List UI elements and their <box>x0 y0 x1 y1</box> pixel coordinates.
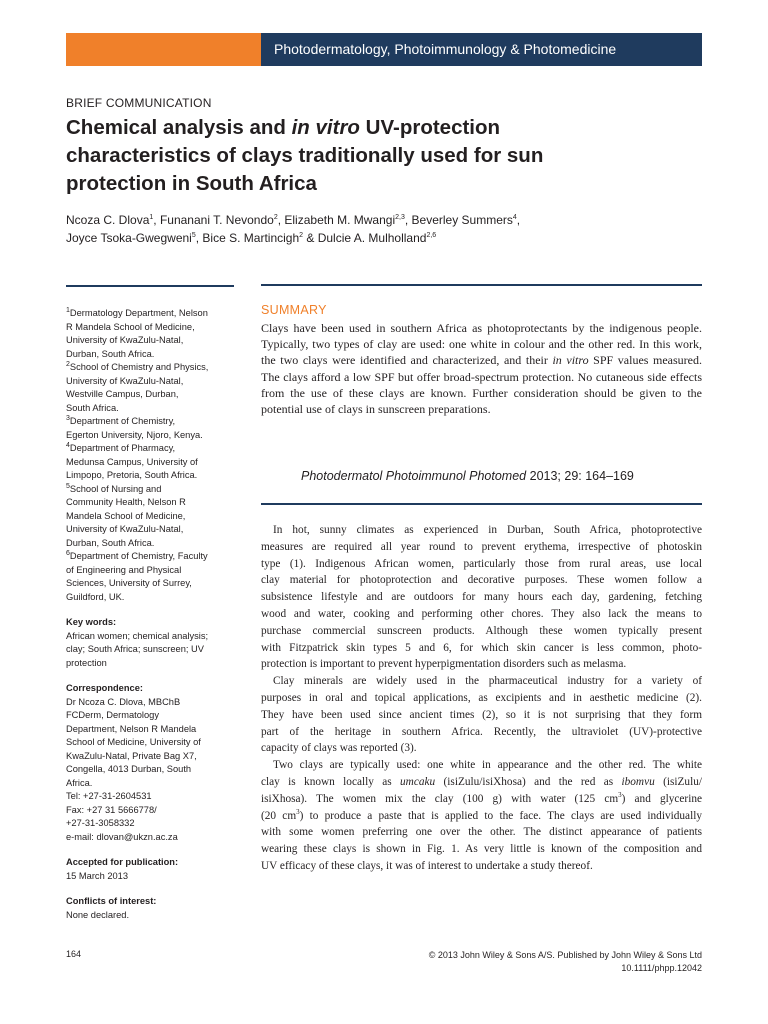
affiliation-line: Community Health, Nelson R <box>66 497 186 507</box>
affiliations <box>66 307 242 604</box>
body-line: clay is known locally as umcaku (isiZulu/isiXhosa) and the red as ibomvu (isiZulu/ <box>261 775 702 788</box>
affiliation-line: Medunsa Campus, University of <box>66 456 198 467</box>
journal-name: Photodermatology, Photoimmunology & Photomedicine <box>274 41 617 57</box>
title-line-2: characteristics of clays traditionally used for sun <box>66 144 544 167</box>
correspondence-line: Dr Ncoza C. Dlova, MBChB <box>66 696 181 707</box>
body-line: wearing these clays is shown in Fig. 1. As very little is known of the composition and <box>261 843 702 856</box>
affiliation-line: $^4$Department of Pharmacy, <box>66 441 176 453</box>
affiliation-line: of Engineering and Physical <box>66 564 182 575</box>
body-line: with Fitzpatrick skin types 5 and 6, for which skin cancer is less common, photo- <box>261 641 702 654</box>
correspondence-line: KwaZulu-Natal, Private Bag X7, <box>66 750 197 761</box>
body-text <box>261 522 702 875</box>
correspondence-line: FCDerm, Dermatology <box>66 710 159 720</box>
summary-top-rule <box>261 284 702 286</box>
article-title <box>66 114 626 198</box>
conflicts-text: None declared. <box>66 909 130 920</box>
author-line-2: Joyce Tsoka-Gwegweni$^5$, Bice S. Martincigh$^2$ & Dulcie A. Mulholland$^{2,6}$ <box>66 231 437 245</box>
affiliation-line: Limpopo, Pretoria, South Africa. <box>66 470 198 480</box>
phone-number: Tel: +27-31-2604531 <box>66 791 152 801</box>
affiliation-line: Guildford, UK. <box>66 591 125 602</box>
body-line: isiXhosa). The women mix the clay (100 g) with water (125 $cm^3$) and glycerine <box>261 790 702 805</box>
section-label: BRIEF COMMUNICATION <box>66 96 212 110</box>
keywords-label: Key words: <box>66 617 117 627</box>
correspondence-line: Africa. <box>66 777 93 788</box>
body-line: They have been used since ancient times (2), so it is not surprising that they form <box>261 708 702 721</box>
body-line: UV efficacy of these clays, it was of interest to undertake a study thereof. <box>261 859 593 872</box>
copyright-text: © 2013 John Wiley & Sons A/S. Published by John Wiley & Sons Ltd <box>428 950 702 960</box>
body-line: capacity of clays was reported (3). <box>261 742 417 755</box>
body-line: subsistence lifestyle and are outdoors for many hours each day, gardening, fetching <box>261 591 702 604</box>
affiliation-line: University of KwaZulu-Natal, <box>66 524 184 534</box>
sidebar-top-rule <box>66 285 234 287</box>
affiliation-line: $^1$Dermatology Department, Nelson <box>66 306 208 318</box>
fax-number-2: +27-31-3058332 <box>66 818 135 828</box>
affiliation-line: Durban, South Africa. <box>66 348 155 359</box>
body-line: purposes in oral and topical applications, as excipients and in aesthetic medicine (2). <box>261 691 702 704</box>
doi-link[interactable]: 10.1111/phpp.12042 <box>621 963 702 973</box>
correspondence-line: School of Medicine, University of <box>66 737 201 747</box>
keywords-line: clay; South Africa; sunscreen; UV <box>66 644 204 654</box>
title-line-3: protection in South Africa <box>66 172 317 195</box>
affiliation-line: R Mandela School of Medicine, <box>66 321 195 332</box>
affiliation-line: Egerton University, Njoro, Kenya. <box>66 429 203 440</box>
accepted-date: 15 March 2013 <box>66 870 129 881</box>
author-line-1: Ncoza C. Dlova$^1$, Funanani T. Nevondo$^2$, Elizabeth M. Mwangi$^{2,3}$, Beverley Summers$^4$, <box>66 213 521 227</box>
affiliation-line: $^3$Department of Chemistry, <box>66 414 176 426</box>
affiliation-line: University of KwaZulu-Natal, <box>66 335 184 345</box>
affiliation-line: University of KwaZulu-Natal, <box>66 375 184 386</box>
body-line: Two clays are typically used: one white in appearance and the other red. The white <box>273 759 702 772</box>
affiliation-line: $^2$School of Chemistry and Physics, <box>66 360 209 372</box>
email-address[interactable]: e-mail: dlovan@ukzn.ac.za <box>66 831 178 842</box>
conflicts-label: Conflicts of interest: <box>66 896 157 906</box>
body-line: protection is important to prevent hyperpigmentation disorders such as melasma. <box>261 658 627 671</box>
title-line-1: Chemical analysis and in vitro UV-protection <box>66 116 501 139</box>
body-line: In hot, sunny climates as experienced in Durban, South Africa, photoprotective <box>273 524 702 536</box>
body-line: with some women preferring one over the other. The distinct appearance of patients <box>261 826 702 839</box>
body-line: purchase commercial sunscreen products. Although these women typically present <box>261 624 702 637</box>
affiliation-line: Mandela School of Medicine, <box>66 510 186 521</box>
keywords-line: African women; chemical analysis; <box>66 630 209 641</box>
citation <box>301 469 634 483</box>
accepted-label: Accepted for publication: <box>66 857 179 867</box>
body-line: clay material for photoprotection and decorative purposes. These women follow a <box>261 574 702 587</box>
affiliation-line: $^6$Department of Chemistry, Faculty <box>66 549 208 561</box>
correspondence-label: Correspondence: <box>66 683 143 693</box>
citation-details: 2013; 29: 164–169 <box>526 469 634 483</box>
page-number: 164 <box>66 949 82 959</box>
correspondence-line: Congella, 4013 Durban, South <box>66 764 192 774</box>
body-line: (20 $cm^3$) to produce a paste that is applied to the face. The clays are used individually <box>261 807 702 822</box>
affiliation-line: Durban, South Africa. <box>66 537 155 548</box>
keywords-line: protection <box>66 657 107 668</box>
body-line: wood and water, cooking and performing other chores. They also lack the means to <box>261 607 702 620</box>
summary-text: Clays have been used in southern Africa as photoprotectants by the indigenous people. Typically, two types of clay are used: one white in colour and the other red. In this work, the two clays were identified and characterized, and their in vitro SPF values measured. The clays afford a low SPF but offer broad-spectrum protection. No cutaneous side effects from the use of these clays are known. Further consideration should be given to the potential use of clays in sunscreen preparations. <box>261 321 702 417</box>
author-list <box>66 211 520 247</box>
correspondence-line: Department, Nelson R Mandela <box>66 723 197 734</box>
sidebar <box>66 307 242 922</box>
body-line: measures are required all year round to prevent erythema, irrespective of photoskin <box>261 540 702 553</box>
header-band-orange <box>66 33 261 66</box>
body-line: type (1). Indigenous African women, particularly those from rural areas, use local <box>261 557 702 570</box>
footer-copyright <box>429 949 702 975</box>
body-line: Clay minerals are widely used in the pharmaceutical industry for a variety of <box>273 675 702 688</box>
summary-bottom-rule <box>261 503 702 505</box>
body-line: part of the heritage in southern Africa. Recently, the ultraviolet (UV)-protective <box>261 725 702 738</box>
affiliation-line: South Africa. <box>66 402 119 413</box>
affiliation-line: Westville Campus, Durban, <box>66 389 179 399</box>
citation-journal: Photodermatol Photoimmunol Photomed <box>301 469 527 483</box>
summary-heading: SUMMARY <box>261 303 327 317</box>
affiliation-line: $^5$School of Nursing and <box>66 482 162 494</box>
affiliation-line: Sciences, University of Surrey, <box>66 578 192 588</box>
fax-number: Fax: +27 31 5666778/ <box>66 804 157 815</box>
title-italic: in vitro <box>291 116 360 139</box>
